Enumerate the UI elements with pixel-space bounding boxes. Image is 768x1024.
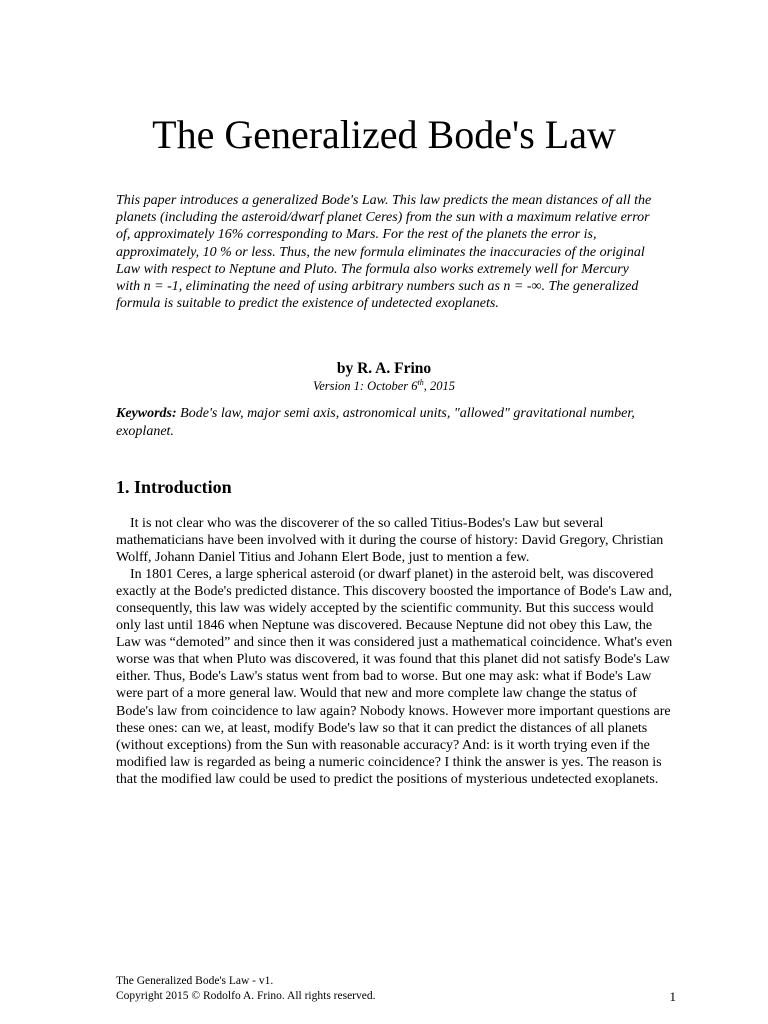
body-paragraph: It is not clear who was the discoverer of the so called Titius-Bodes's Law but several mathematicians have been involved with it during the course of history: David Gregory, Christian Wolff, Johann Daniel Titius and Johann Elert Bode, just to mention a few. <box>116 516 664 566</box>
keywords-label: Keywords: <box>116 406 177 421</box>
page-footer <box>116 974 676 1004</box>
abstract: This paper introduces a generalized Bode's Law. This law predicts the mean distances of all the planets (including the asteroid/dwarf planet Ceres) from the sun with a maximum relative error of, approximately 16% corresponding to Mars. For the rest of the planets the error is, approximately, 10 % or less. Thus, the new formula eliminates the inaccuracies of the original Law with respect to Neptune and Pluto. The formula also works extremely well for Mercury with n = -1, eliminating the need of using arbitrary numbers such as n = -∞. The generalized formula is suitable to predict the existence of undetected exoplanets. <box>116 193 652 312</box>
page-number: 1 <box>669 989 676 1004</box>
body-paragraph: In 1801 Ceres, a large spherical asteroid (or dwarf planet) in the asteroid belt, was discovered exactly at the Bode's predicted distance. This discovery boosted the importance of Bode's Law and, consequently, this law was widely accepted by the scientific community. But this success would only last until 1846 when Neptune was discovered. Because Neptune did not obey this Law, the Law was “demoted” and since then it was considered just a mathematical coincidence. What's even worse was that when Pluto was discovered, it was found that this planet did not satisfy Bode's Law either. Thus, Bode's Law's status went from bad to worse. But one may ask: what if Bode's Law were part of a more general law. Would that new and more complete law change the status of Bode's law from coincidence to law again? Nobody knows. However more important questions are these ones: can we, at least, modify Bode's law so that it can predict the distances of all planets (without exceptions) from the Sun with reasonable accuracy? And: is it worth trying even if the modified law is regarded as being a numeric coincidence? I think the answer is yes. The reason is that the modified law could be used to predict the positions of mysterious undetected exoplanets. <box>116 567 673 787</box>
section-body <box>116 515 676 788</box>
footer-copyright: Copyright 2015 © Rodolfo A. Frino. All rights reserved. <box>116 990 376 1002</box>
keywords-text: Bode's law, major semi axis, astronomical units, "allowed" gravitational number, exoplanet. <box>116 406 635 439</box>
footer-title: The Generalized Bode's Law - v1. <box>116 975 274 987</box>
version-line <box>0 379 768 393</box>
version-ordinal: th <box>417 377 424 387</box>
version-prefix: Version 1: October 6 <box>313 379 418 393</box>
version-suffix: , 2015 <box>423 379 455 393</box>
author-byline: by R. A. Frino <box>336 360 432 377</box>
page-title: The Generalized Bode's Law <box>152 112 616 157</box>
section-heading: 1. Introduction <box>116 477 232 497</box>
keywords <box>116 405 656 441</box>
